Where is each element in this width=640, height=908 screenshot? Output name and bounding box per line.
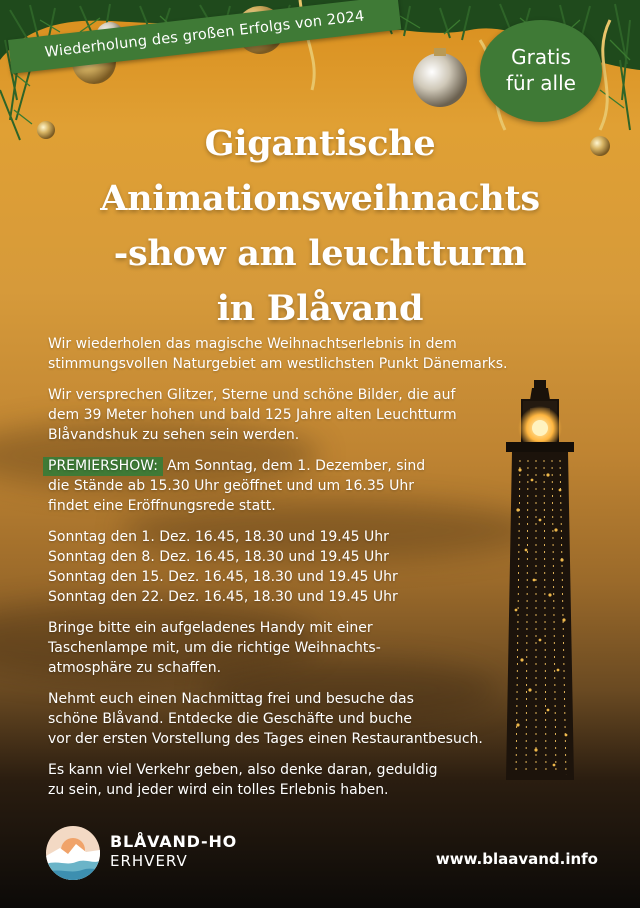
text-line: dem 39 Meter hohen und bald 125 Jahre alten Leuchtturm <box>48 407 457 423</box>
title-line-4: in Blåvand <box>216 288 424 329</box>
title-line-1: Gigantische <box>204 123 436 164</box>
schedule-item: Sonntag den 8. Dez. 16.45, 18.30 und 19.45 Uhr <box>48 549 389 565</box>
title-line-2: Animationsweihnachts <box>100 178 540 219</box>
title-line-3: -show am leuchtturm <box>113 233 527 274</box>
brand-subtitle: ERHVERV <box>110 852 188 870</box>
text-line: vor der ersten Vorstellung des Tages einen Restaurantbesuch. <box>48 731 483 747</box>
banner-text: Wiederholung des großen Erfolgs von 2024 <box>43 8 366 61</box>
premiere-paragraph <box>48 456 588 516</box>
intro-paragraph-2 <box>48 385 588 445</box>
sun-beach-logo-icon <box>46 826 100 880</box>
text-line: Am Sonntag, dem 1. Dezember, sind <box>166 458 426 474</box>
badge-line-1: Gratis <box>511 45 571 70</box>
phone-paragraph <box>48 618 588 678</box>
text-line: stimmungsvollen Naturgebiet am westlichsten Punkt Dänemarks. <box>48 356 508 372</box>
text-line: Blåvandshuk zu sehen sein werden. <box>48 427 300 443</box>
organizer-brand <box>110 832 237 870</box>
text-line: Wir versprechen Glitzer, Sterne und schöne Bilder, die auf <box>48 387 456 403</box>
schedule-item: Sonntag den 15. Dez. 16.45, 18.30 und 19.45 Uhr <box>48 569 398 585</box>
schedule-item: Sonntag den 22. Dez. 16.45, 18.30 und 19.45 Uhr <box>48 589 398 605</box>
premiere-label: PREMIERSHOW: <box>43 457 163 476</box>
text-line: Nehmt euch einen Nachmittag frei und besuche das <box>48 691 414 707</box>
poster-title <box>14 116 626 336</box>
text-line: Wir wiederholen das magische Weihnachtserlebnis in dem <box>48 336 457 352</box>
text-line: findet eine Eröffnungsrede statt. <box>48 498 276 514</box>
event-description <box>48 334 588 811</box>
badge-line-2: für alle <box>506 71 576 95</box>
text-line: schöne Blåvand. Entdecke die Geschäfte und buche <box>48 711 413 727</box>
text-line: die Stände ab 15.30 Uhr geöffnet und um 16.35 Uhr <box>48 478 414 494</box>
traffic-paragraph <box>48 760 588 800</box>
text-line: zu sein, und jeder wird ein tolles Erlebnis haben. <box>48 782 389 798</box>
afternoon-paragraph <box>48 689 588 749</box>
schedule-item: Sonntag den 1. Dez. 16.45, 18.30 und 19.45 Uhr <box>48 529 389 545</box>
show-schedule <box>48 527 588 607</box>
text-line: Es kann viel Verkehr geben, also denke daran, geduldig <box>48 762 438 778</box>
website-url: www.blaavand.info <box>435 850 598 868</box>
free-for-all-badge <box>480 20 602 122</box>
brand-name: BLÅVAND-HO <box>110 832 238 851</box>
intro-paragraph-1 <box>48 334 588 374</box>
text-line: Bringe bitte ein aufgeladenes Handy mit einer <box>48 620 373 636</box>
text-line: atmosphäre zu schaffen. <box>48 660 222 676</box>
text-line: Taschenlampe mit, um die richtige Weihnachts- <box>48 640 381 656</box>
